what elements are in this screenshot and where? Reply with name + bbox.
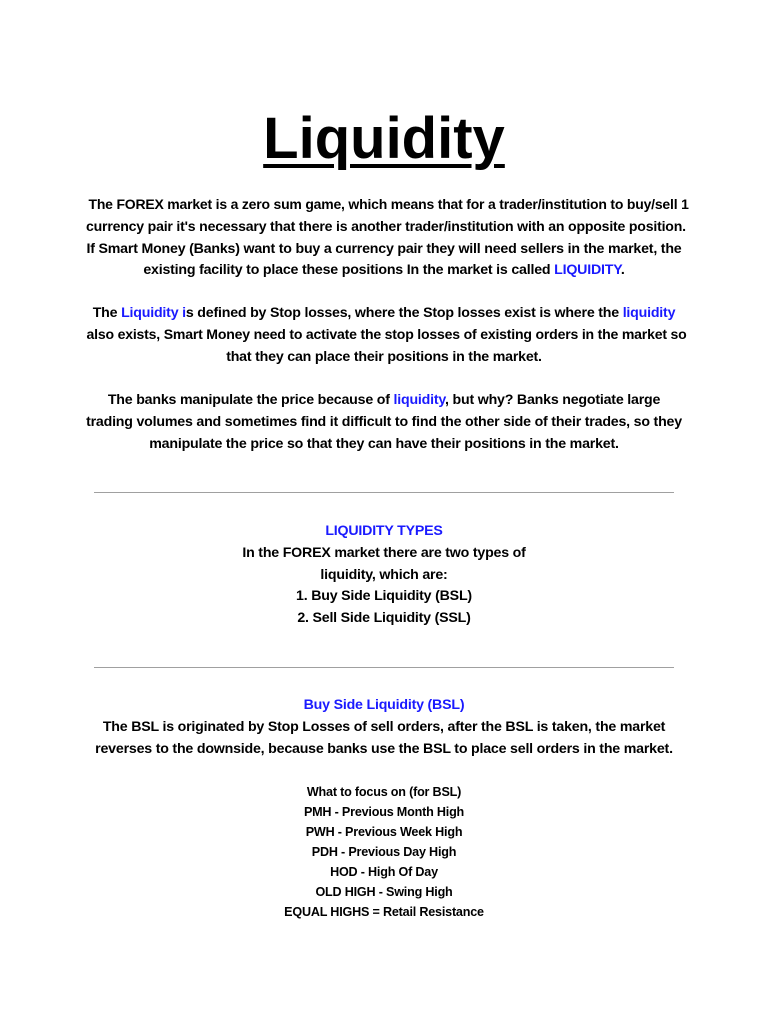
bsl-focus-item: HOD - High Of Day [330, 865, 438, 879]
bsl-focus-item: PMH - Previous Month High [303, 805, 465, 819]
liquidity-link[interactable]: liquidity [622, 305, 676, 321]
liquidity-link[interactable]: Liquidity i [121, 305, 186, 321]
section-divider [94, 492, 674, 493]
intro-p3-line-1-start: The banks manipulate the price because of [107, 392, 394, 408]
intro-p2-line-1-start: The [92, 305, 122, 321]
bsl-heading[interactable]: Buy Side Liquidity (BSL) [303, 697, 465, 713]
bsl-focus-item: OLD HIGH - Swing High [315, 885, 453, 899]
bsl-section [84, 695, 684, 760]
section-divider [94, 667, 674, 668]
liquidity-link[interactable]: LIQUIDITY [554, 262, 621, 279]
intro-p1-line-3: If Smart Money (Banks) want to buy a currency pair they will need sellers in the market, the [86, 240, 682, 257]
intro-p1-line-4 [84, 260, 684, 282]
bsl-focus-item: PDH - Previous Day High [311, 845, 457, 859]
bsl-line-1: The BSL is originated by Stop Losses of sell orders, after the BSL is taken, the market [102, 718, 666, 735]
intro-p1-line-1: The FOREX market is a zero sum game, which means that for a trader/institution to buy/sell 1 [88, 197, 689, 213]
liquidity-types-item-ssl: 2. Sell Side Liquidity (SSL) [297, 610, 471, 627]
liquidity-types-section [84, 521, 684, 630]
intro-p3-line-3: manipulate the price so that they can have their positions in the market. [149, 435, 619, 452]
intro-p1-line-4-end: . [620, 262, 625, 279]
liquidity-link[interactable]: liquidity [393, 392, 446, 408]
intro-p3-line-1 [84, 390, 684, 412]
bsl-focus-item: PWH - Previous Week High [305, 825, 463, 839]
liquidity-types-line-1: In the FOREX market there are two types of [242, 544, 526, 561]
intro-paragraph-2 [84, 303, 687, 368]
intro-paragraph-3 [84, 390, 684, 455]
intro-p1-line-2: currency pair it's necessary that there is another trader/institution with an opposite position. [85, 218, 686, 235]
page-title: Liquidity [263, 106, 505, 171]
liquidity-types-line-2: liquidity, which are: [320, 566, 448, 583]
intro-p2-line-1-mid: s defined by Stop losses, where the Stop losses exist is where the [185, 305, 623, 321]
bsl-focus-item: EQUAL HIGHS = Retail Resistance [284, 905, 484, 919]
bsl-focus-heading: What to focus on (for BSL) [306, 785, 462, 799]
liquidity-types-heading[interactable]: LIQUIDITY TYPES [325, 523, 443, 539]
intro-p2-line-3: that they can place their positions in the market. [226, 348, 542, 365]
bsl-focus-list [84, 782, 684, 922]
intro-p1-line-4-text: existing facility to place these positions In the market is called [143, 262, 555, 279]
intro-paragraph-1 [84, 195, 689, 282]
intro-p3-line-1-end: , but why? Banks negotiate large [445, 392, 661, 408]
bsl-line-2: reverses to the downside, because banks use the BSL to place sell orders in the market. [95, 740, 673, 757]
liquidity-types-item-bsl: 1. Buy Side Liquidity (BSL) [296, 588, 472, 605]
intro-p2-line-2: also exists, Smart Money need to activate the stop losses of existing orders in the market so [86, 326, 687, 343]
intro-p3-line-2: trading volumes and sometimes find it difficult to find the other side of their trades, so they [86, 413, 682, 430]
intro-p2-line-1 [84, 303, 684, 325]
